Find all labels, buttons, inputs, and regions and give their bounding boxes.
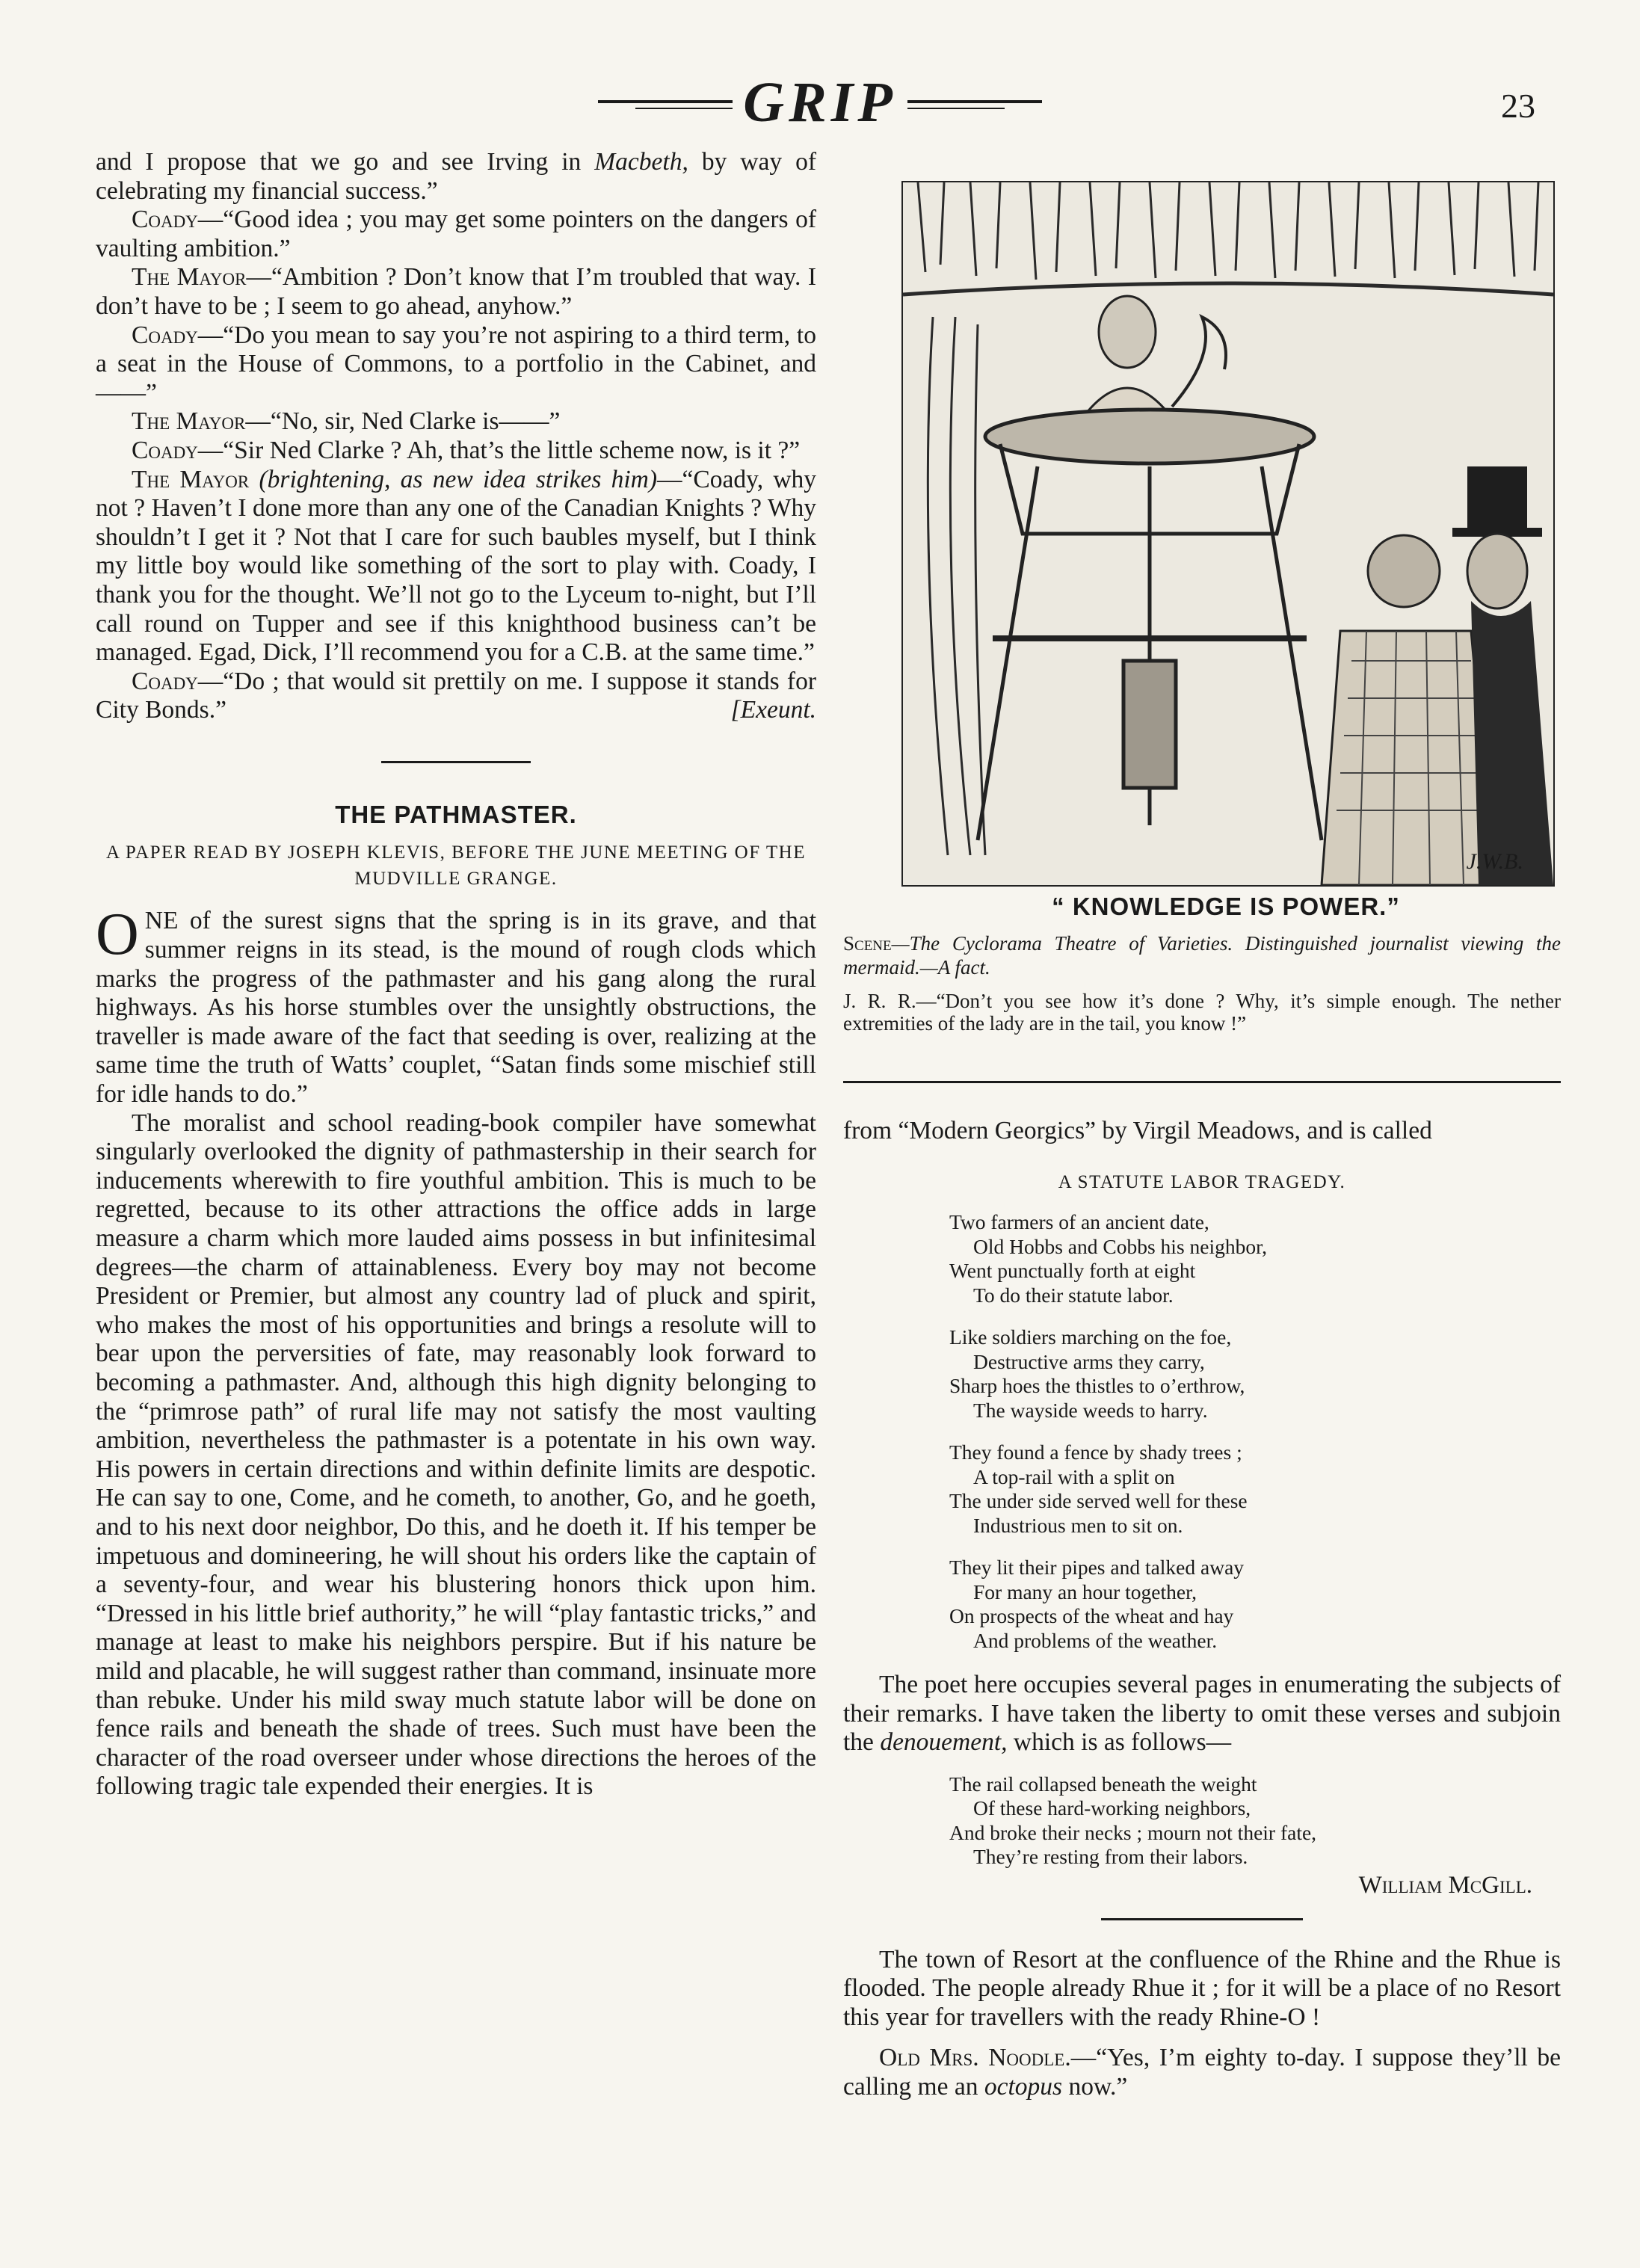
caption-scene: Scene—The Cyclorama Theatre of Varieties. Distinguished journalist viewing the mermaid.—A fact. [843,932,1561,979]
article-paragraph: The moralist and school reading-book compiler have somewhat singularly overlooked the dignity of pathmastership in their search for inducements wherewith to fire youthful ambition. This is much to be regretted, because to its other attractions the office adds in large measure a charm which more lauded aims possess in but infinitesimal degrees—the charm of attainableness. Every boy may not become President or Premier, but almost any country lad of pluck and spirit, who makes the most of his opportunities and brings a resolute will to bear upon the perversities of fate, may reasonably look forward to becoming a pathmaster. And, although this high dignity belonging to the “primrose path” of rural life may not satisfy the most vaulting ambition, nevertheless the pathmaster is a potentate in his own way. His powers in certain directions and within definite limits are despotic. He can say to one, Come, and he cometh, to another, Go, and he goeth, and to his next door neighbor, Do this, and he doeth it. If his temper be impetuous and domineering, he will shout his orders like the captain of a seventy-four, and wear his blustering honors thick upon him. “Dressed in his little brief authority,” he will “play fantastic tricks,” and manage at least to make his neighbors perspire. But if his nature be mild and placable, he will suggest rather than command, insinuate more than rebuke. Under his mild sway much statute labor will be done on fence rails and beneath the shade of trees. Such must have been the character of the road overseer under whose directions the heroes of the following tragic tale expended their energies. It is [96,1109,816,1801]
masthead-rule-left-thin [635,108,733,109]
article-paragraph: The poet here occupies several pages in enumerating the subjects of their remarks. I have taken the liberty to omit these verses and subjoin the denouement, which is as follows— [843,1671,1561,1757]
masthead-rule-right [907,100,1042,103]
caption-rule [843,1081,1561,1083]
poem-stanza: They lit their pipes and talked away For many an hour together, On prospects of the wheat and hay And problems of the weather. [949,1556,1245,1652]
right-column [843,1117,1561,2102]
exeunt: [Exeunt. [730,696,816,724]
dialogue-line: The Mayor—“No, sir, Ned Clarke is——” [132,407,561,436]
page-number: 23 [1501,87,1535,125]
poem-title: A STATUTE LABOR TRAGEDY. [1058,1171,1346,1192]
dialogue-line: The Mayor—“Ambition ? Don’t know that I’m troubled that way. I don’t have to be ; I seem to go ahead, anyhow.” [96,263,817,320]
caption-quote: J. R. R.—“Don’t you see how it’s done ? Why, it’s simple enough. The nether extremities of the lady are in the tail, you know !” [843,990,1561,1035]
dialogue-line: and I propose that we go and see Irving in Macbeth, by way of celebrating my financial success.” [96,148,817,205]
noodle-paragraph: Old Mrs. Noodle.—“Yes, I’m eighty to-day. I suppose they’ll be calling me an octopus now.” [843,2044,1561,2101]
poem-stanza: Like soldiers marching on the foe, Destructive arms they carry, Sharp hoes the thistles to o’erthrow, The wayside weeds to harry. [949,1325,1245,1422]
dialogue-line: Coady—“Sir Ned Clarke ? Ah, that’s the little scheme now, is it ?” [132,436,801,464]
masthead-title: GRIP [743,71,897,134]
masthead [0,69,1640,136]
drop-cap: O [96,902,139,968]
poem-stanza: Two farmers of an ancient date, Old Hobbs and Cobbs his neighbor, Went punctually forth at eight To do their statute labor. [949,1210,1268,1307]
dialogue-line: Coady—“Good idea ; you may get some pointers on the dangers of vaulting ambition.” [96,206,816,262]
article-subtitle: A PAPER READ BY JOSEPH KLEVIS, BEFORE THE JUNE MEETING OF THE MUDVILLE GRANGE. [105,842,807,890]
section-divider [1101,1918,1303,1920]
dialogue-line: Coady—“Do ; that would sit prettily on me. I suppose it stands for City Bonds.” [Exeunt. [96,667,816,724]
left-column [96,148,816,1802]
illustration-drawing [903,182,1553,885]
article-title: THE PATHMASTER. [335,800,577,828]
masthead-rule-left [598,100,733,103]
poem-final-stanza: The rail collapsed beneath the weight Of these hard-working neighbors, And broke their necks ; mourn not their fate, They’re resting from their labors. [949,1772,1317,1869]
section-divider [381,761,531,763]
poem-stanza: They found a fence by shady trees ; A top-rail with a split on The under side served well for these Industrious men to sit on. [949,1440,1248,1537]
illustration-signature: J.W.B. [1466,849,1523,874]
dialogue-line: Coady—“Do you mean to say you’re not aspiring to a third term, to a seat in the House of Commons, to a portfolio in the Cabinet, and——” [96,321,816,407]
caption-title: “ KNOWLEDGE IS POWER.” [1052,893,1400,920]
poem-intro: from “Modern Georgics” by Virgil Meadows, and is called [843,1117,1432,1144]
author-signature: William McGill. [1358,1871,1532,1899]
masthead-rule-right-thin [907,108,1005,109]
illustration-knowledge-is-power [901,181,1555,887]
rhine-paragraph: The town of Resort at the confluence of the Rhine and the Rhue is flooded. The people already Rhue it ; for it will be a place of no Resort this year for travellers with the ready Rhine-O ! [843,1945,1561,2031]
article-paragraph: ONE of the surest signs that the spring is in its grave, and that summer reigns in its stead, is the mound of rough clods which marks the progress of the pathmaster and his gang along the rural highways. As his horse stumbles over the unsightly obstructions, the traveller is made aware of the fact that seeding is over, realizing at the same time the truth of Watts’ couplet, “Satan finds some mischief still for idle hands to do.” [96,902,816,1109]
dialogue-line: The Mayor (brightening, as new idea strikes him)—“Coady, why not ? Haven’t I done more than any one of the Canadian Knights ? Why shouldn’t I get it ? Not that I care for such baubles myself, but I think my little boy would like something of the sort to play with. Coady, I thank you for the thought. We’ll not go to the Lyceum to-night, but I’ll call round on Tupper and see if this knighthood business can’t be managed. Egad, Dick, I’ll recommend you for a C.B. at the same time.” [96,465,817,667]
